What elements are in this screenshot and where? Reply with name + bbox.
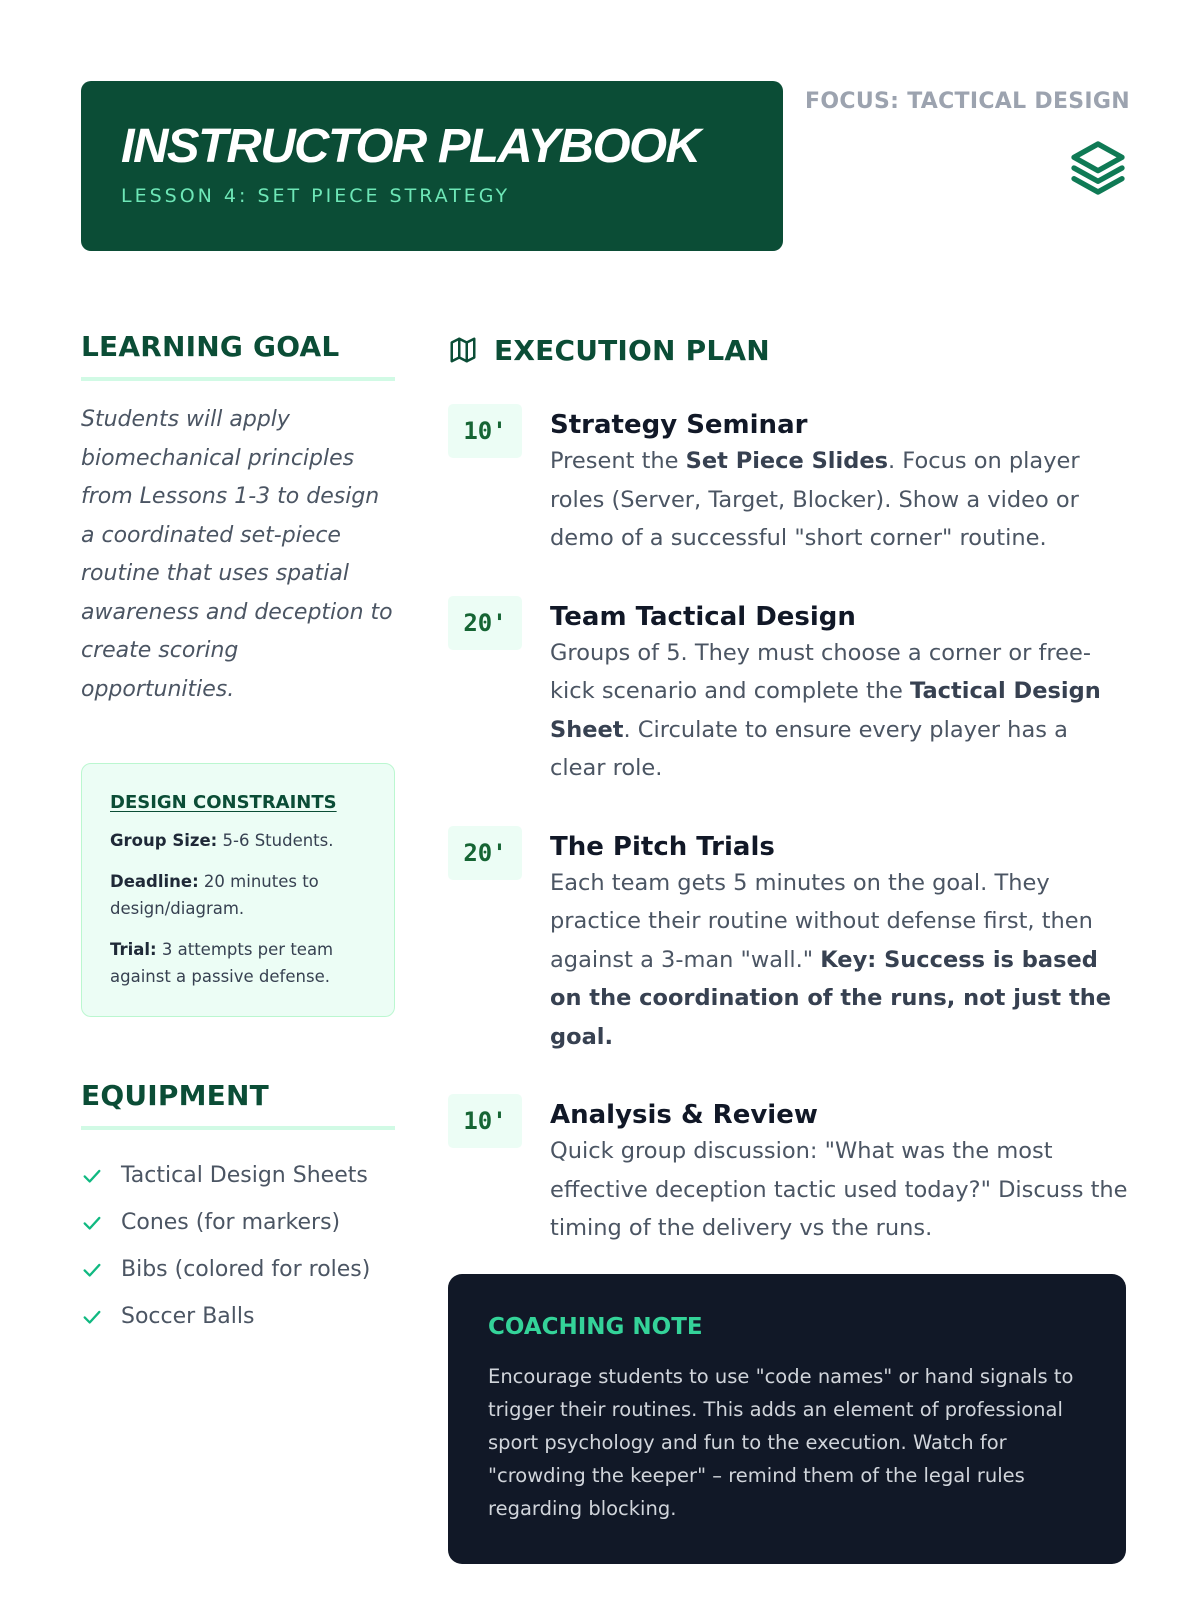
constraints-heading: DESIGN CONSTRAINTS — [110, 792, 337, 813]
layers-icon — [1066, 136, 1130, 200]
equipment-list — [81, 1152, 395, 1340]
design-constraints-box — [81, 763, 395, 1017]
step-duration: 10' — [448, 404, 522, 458]
learning-goal-text: Students will apply biomechanical principles from Lessons 1-3 to design a coordinated set-piece routine that uses spatial awareness and deception to create scoring opportunities. — [81, 407, 393, 702]
check-icon — [81, 1165, 103, 1187]
step-body: Present the Set Piece Slides. Focus on player roles (Server, Target, Blocker). Show a video or demo of a successful "short corner" routine. — [550, 448, 1080, 551]
constraint-item: Deadline: 20 minutes to design/diagram. — [110, 872, 319, 918]
lesson-subtitle: LESSON 4: SET PIECE STRATEGY — [121, 185, 511, 207]
coaching-note-heading: COACHING NOTE — [488, 1314, 703, 1340]
coaching-note-text: Encourage students to use "code names" or hand signals to trigger their routines. This adds an element of professional sport psychology and fun to the execution. Watch for "crowding the keeper" – remind them of the legal rules regarding blocking. — [488, 1365, 1074, 1520]
map-icon — [448, 335, 478, 365]
step-item — [448, 826, 1128, 1057]
execution-plan-heading: EXECUTION PLAN — [448, 330, 1128, 370]
check-icon — [81, 1306, 103, 1328]
header-banner — [81, 81, 783, 251]
step-title: Analysis & Review — [550, 1100, 818, 1130]
step-title: The Pitch Trials — [550, 831, 775, 862]
check-icon — [81, 1259, 103, 1281]
step-item — [448, 404, 1128, 558]
step-item — [448, 1094, 1128, 1248]
page-title: INSTRUCTOR PLAYBOOK — [121, 120, 700, 173]
equipment-heading: EQUIPMENT — [81, 1079, 395, 1130]
step-title: Strategy Seminar — [550, 410, 808, 440]
left-column — [81, 330, 395, 1340]
list-item: Cones (for markers) — [81, 1199, 395, 1246]
step-duration: 20' — [448, 826, 522, 880]
step-body: Quick group discussion: "What was the most effective deception tactic used today?" Discuss the timing of the delivery vs the runs. — [550, 1138, 1128, 1241]
right-column — [448, 330, 1128, 1248]
step-item — [448, 596, 1128, 788]
constraint-item: Group Size: 5-6 Students. — [110, 831, 334, 850]
step-body: Each team gets 5 minutes on the goal. They practice their routine without defense first, then against a 3-man "wall." Key: Success is based on the coordination of the runs, not just the goal. — [550, 869, 1111, 1050]
learning-goal-heading: LEARNING GOAL — [81, 330, 395, 381]
list-item: Soccer Balls — [81, 1293, 395, 1340]
list-item: Tactical Design Sheets — [81, 1152, 395, 1199]
step-title: Team Tactical Design — [550, 601, 856, 632]
coaching-note-card — [448, 1274, 1126, 1564]
step-duration: 10' — [448, 1094, 522, 1148]
check-icon — [81, 1212, 103, 1234]
list-item: Bibs (colored for roles) — [81, 1246, 395, 1293]
focus-label: FOCUS: TACTICAL DESIGN — [805, 89, 1130, 114]
step-body: Groups of 5. They must choose a corner or free-kick scenario and complete the Tactical Design Sheet. Circulate to ensure every player has a clear role. — [550, 639, 1101, 781]
constraint-item: Trial: 3 attempts per team against a passive defense. — [110, 940, 334, 986]
step-duration: 20' — [448, 596, 522, 650]
